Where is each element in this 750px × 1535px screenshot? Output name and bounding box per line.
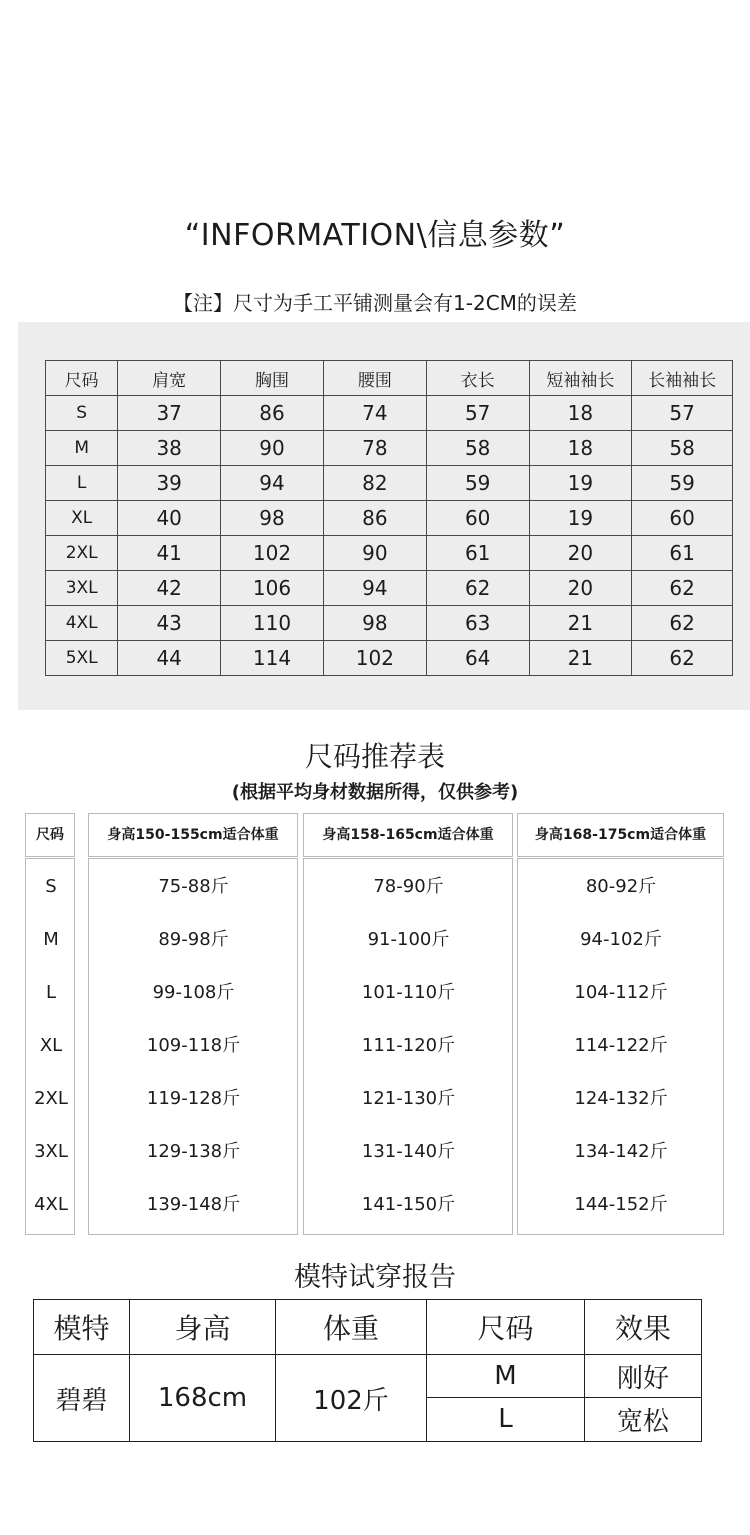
measurement-cell: 59 — [426, 466, 529, 501]
measurement-cell: 61 — [426, 536, 529, 571]
size-table-header-cell: 肩宽 — [118, 361, 221, 396]
recommend-weight-cell: 121-130斤 — [361, 1088, 456, 1109]
model-name: 碧碧 — [34, 1355, 130, 1442]
measurement-cell: 40 — [118, 501, 221, 536]
measurement-cell: 82 — [323, 466, 426, 501]
model-header-height: 身高 — [130, 1300, 276, 1355]
recommend-weight-cell: 75-88斤 — [158, 876, 229, 897]
measurement-cell: 18 — [529, 396, 632, 431]
recommend-weight-cell: 141-150斤 — [361, 1194, 456, 1215]
trial-size: L — [427, 1397, 585, 1441]
size-label-cell: 2XL — [46, 536, 118, 571]
size-label-cell: L — [46, 466, 118, 501]
model-header-weight: 体重 — [276, 1300, 427, 1355]
table-row — [46, 501, 733, 536]
measurement-cell: 94 — [221, 466, 324, 501]
measurement-cell: 102 — [221, 536, 324, 571]
recommend-weight-cell: 134-142斤 — [574, 1141, 668, 1162]
recommend-size-label: XL — [39, 1035, 63, 1056]
measurement-cell: 98 — [221, 501, 324, 536]
measurement-cell: 102 — [323, 641, 426, 676]
recommend-title: 尺码推荐表 — [304, 740, 445, 773]
size-table-header-cell: 长袖袖长 — [632, 361, 733, 396]
model-report-title: 模特试穿报告 — [294, 1262, 456, 1293]
recommend-weight-cell: 109-118斤 — [146, 1035, 241, 1056]
recommend-size-header: 尺码 — [25, 813, 75, 857]
measurement-cell: 64 — [426, 641, 529, 676]
trial-effect: 宽松 — [585, 1397, 702, 1441]
size-label-cell: 4XL — [46, 606, 118, 641]
table-row — [46, 536, 733, 571]
measurement-cell: 110 — [221, 606, 324, 641]
measurement-cell: 21 — [529, 641, 632, 676]
size-table-header-cell: 腰围 — [323, 361, 426, 396]
recommend-column-header: 身高158-165cm适合体重 — [303, 813, 513, 857]
recommend-size-label: 2XL — [34, 1088, 68, 1109]
measurement-note: 【注】尺寸为手工平铺测量会有1-2CM的误差 — [173, 291, 577, 315]
measurement-cell: 18 — [529, 431, 632, 466]
measurement-cell: 21 — [529, 606, 632, 641]
recommend-weight-cell: 139-148斤 — [146, 1194, 241, 1215]
recommend-weight-cell: 89-98斤 — [158, 929, 229, 950]
recommend-weight-cell: 114-122斤 — [574, 1035, 668, 1056]
table-row — [46, 571, 733, 606]
table-row — [46, 466, 733, 501]
measurement-cell: 57 — [632, 396, 733, 431]
measurement-cell: 59 — [632, 466, 733, 501]
measurement-cell: 94 — [323, 571, 426, 606]
recommend-weight-cell: 124-132斤 — [574, 1088, 668, 1109]
measurement-cell: 58 — [632, 431, 733, 466]
measurement-cell: 20 — [529, 571, 632, 606]
recommend-weight-cell: 91-100斤 — [367, 929, 450, 950]
recommend-size-label: M — [43, 929, 59, 950]
recommend-column-header: 身高168-175cm适合体重 — [517, 813, 724, 857]
measurement-cell: 58 — [426, 431, 529, 466]
table-row — [46, 431, 733, 466]
measurement-cell: 62 — [632, 641, 733, 676]
recommend-size-label: L — [45, 982, 57, 1003]
measurement-cell: 78 — [323, 431, 426, 466]
page-title: “INFORMATION\信息参数” — [184, 218, 566, 253]
model-height: 168cm — [130, 1355, 276, 1442]
measurement-cell: 98 — [323, 606, 426, 641]
measurement-cell: 74 — [323, 396, 426, 431]
model-header-size: 尺码 — [427, 1300, 585, 1355]
size-table — [45, 360, 733, 676]
measurement-cell: 90 — [323, 536, 426, 571]
measurement-cell: 61 — [632, 536, 733, 571]
measurement-cell: 90 — [221, 431, 324, 466]
size-label-cell: S — [46, 396, 118, 431]
recommend-size-label: 4XL — [34, 1194, 68, 1215]
measurement-cell: 39 — [118, 466, 221, 501]
recommend-weight-cell: 104-112斤 — [574, 982, 668, 1003]
recommend-weight-cell: 144-152斤 — [574, 1194, 668, 1215]
size-table-header-cell: 胸围 — [221, 361, 324, 396]
model-header-name: 模特 — [34, 1300, 130, 1355]
model-report-table — [33, 1299, 702, 1442]
recommend-weight-cell: 99-108斤 — [152, 982, 235, 1003]
recommend-weight-cell: 119-128斤 — [146, 1088, 241, 1109]
recommend-subtitle: (根据平均身材数据所得，仅供参考) — [231, 782, 519, 803]
table-row — [46, 396, 733, 431]
size-label-cell: XL — [46, 501, 118, 536]
size-table-header-cell: 短袖袖长 — [529, 361, 632, 396]
measurement-cell: 114 — [221, 641, 324, 676]
measurement-cell: 86 — [221, 396, 324, 431]
measurement-cell: 86 — [323, 501, 426, 536]
model-weight: 102斤 — [276, 1355, 427, 1442]
measurement-cell: 63 — [426, 606, 529, 641]
recommend-weight-cell: 80-92斤 — [585, 876, 657, 897]
model-header-effect: 效果 — [585, 1300, 702, 1355]
size-table-header-cell: 尺码 — [46, 361, 118, 396]
recommend-weight-cell: 94-102斤 — [580, 929, 662, 950]
table-row — [46, 606, 733, 641]
recommend-size-label: 3XL — [34, 1141, 68, 1162]
recommend-weight-cell: 129-138斤 — [146, 1141, 241, 1162]
size-label-cell: 3XL — [46, 571, 118, 606]
measurement-cell: 19 — [529, 466, 632, 501]
measurement-cell: 43 — [118, 606, 221, 641]
measurement-cell: 19 — [529, 501, 632, 536]
measurement-cell: 62 — [632, 606, 733, 641]
table-row — [46, 641, 733, 676]
measurement-cell: 20 — [529, 536, 632, 571]
measurement-cell: 60 — [426, 501, 529, 536]
recommend-weight-cell: 78-90斤 — [373, 876, 444, 897]
measurement-cell: 62 — [632, 571, 733, 606]
measurement-cell: 60 — [632, 501, 733, 536]
recommend-column-header: 身高150-155cm适合体重 — [88, 813, 298, 857]
recommend-weight-cell: 131-140斤 — [361, 1141, 456, 1162]
size-table-header-row — [46, 361, 733, 396]
trial-size: M — [427, 1355, 585, 1397]
size-label-cell: 5XL — [46, 641, 118, 676]
size-table-header-cell: 衣长 — [426, 361, 529, 396]
measurement-cell: 41 — [118, 536, 221, 571]
recommend-weight-cell: 111-120斤 — [361, 1035, 456, 1056]
recommend-weight-cell: 101-110斤 — [361, 982, 456, 1003]
measurement-cell: 62 — [426, 571, 529, 606]
measurement-cell: 57 — [426, 396, 529, 431]
measurement-cell: 38 — [118, 431, 221, 466]
measurement-cell: 44 — [118, 641, 221, 676]
recommend-size-label: S — [45, 876, 57, 897]
measurement-cell: 106 — [221, 571, 324, 606]
size-label-cell: M — [46, 431, 118, 466]
trial-effect: 刚好 — [585, 1355, 702, 1397]
measurement-cell: 42 — [118, 571, 221, 606]
measurement-cell: 37 — [118, 396, 221, 431]
